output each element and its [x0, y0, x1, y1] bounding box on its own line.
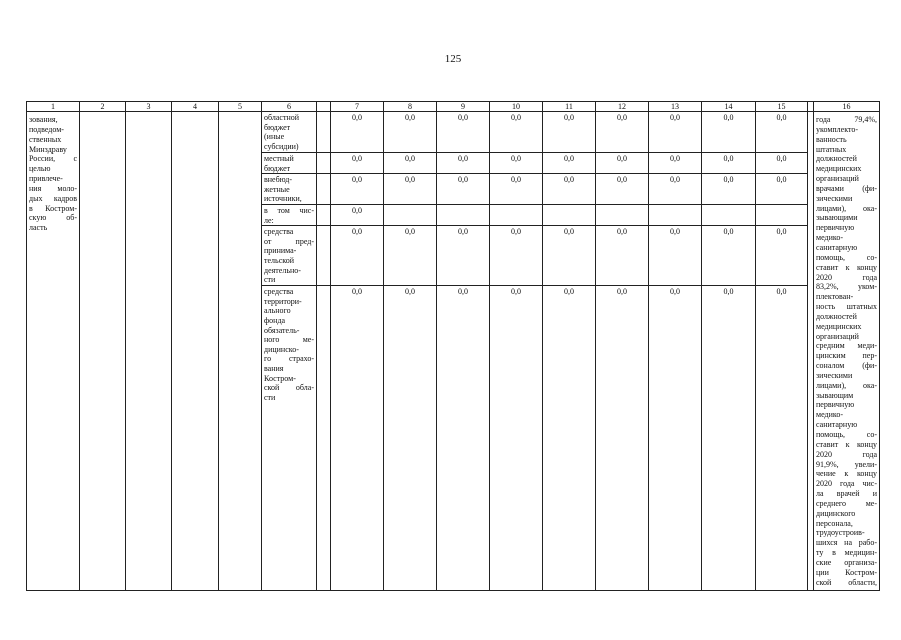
value-cell: 0,0: [543, 112, 596, 153]
value-cell: 0,0: [490, 286, 543, 591]
value-cell: 0,0: [649, 174, 702, 205]
value-cell: 0,0: [543, 153, 596, 174]
value-cell: 0,0: [331, 226, 384, 286]
empty-cell: [172, 112, 219, 591]
event-description-cell: зования, подведом- ственных Минздраву России, с целью привлече- ния моло- дых кадров в Костром- скую об- ласть: [27, 112, 80, 591]
header-cell: 2: [80, 102, 126, 112]
header-cell: 7: [331, 102, 384, 112]
value-cell: 0,0: [331, 286, 384, 591]
page-number: 125: [444, 53, 462, 65]
value-cell: 0,0: [702, 153, 756, 174]
value-cell: 0,0: [596, 112, 649, 153]
value-cell: 0,0: [384, 226, 437, 286]
header-cell: 16: [814, 102, 880, 112]
value-cell: [437, 204, 490, 225]
header-row: [27, 102, 880, 112]
target-indicators-cell: года 79,4%, укомплекто- ванность штатных должностей медицинских организаций врачами (фи- зическими лицами), ока- зывающими первичную медико- санитарную помощь, со- ставит к концу 2020 года 83,2%, уком- плектован- ность штатных должностей медицинских организаций средним меди- цинским пер- соналом (фи- зическими лицами), ока- зывающим первичную медико- санитарную помощь, со- ставит к концу 2020 года 91,9%, увели- чение к концу 2020 года чис- ла врачей и среднего ме- дицинского персонала, трудоустроив- шихся на рабо- ту в медицин- ские организа- ции Костром- ской области,: [814, 112, 880, 591]
value-cell: 0,0: [756, 286, 808, 591]
header-cell: 14: [702, 102, 756, 112]
header-cell: 12: [596, 102, 649, 112]
value-cell: 0,0: [384, 286, 437, 591]
value-cell: 0,0: [649, 112, 702, 153]
value-cell: 0,0: [596, 153, 649, 174]
funding-source-cell: в том чис- ле:: [262, 204, 317, 225]
value-cell: 0,0: [331, 174, 384, 205]
header-cell: 10: [490, 102, 543, 112]
value-cell: 0,0: [596, 286, 649, 591]
value-cell: 0,0: [384, 174, 437, 205]
value-cell: 0,0: [331, 112, 384, 153]
value-cell: 0,0: [543, 286, 596, 591]
value-cell: [702, 204, 756, 225]
value-cell: 0,0: [702, 286, 756, 591]
header-cell: 3: [126, 102, 172, 112]
value-cell: 0,0: [437, 153, 490, 174]
table-row: [27, 112, 880, 153]
value-cell: 0,0: [649, 153, 702, 174]
value-cell: 0,0: [331, 153, 384, 174]
spacer-cell: [317, 112, 331, 153]
value-cell: 0,0: [756, 112, 808, 153]
funding-source-cell: средства территори- ального фонда обязатель- ного ме- дицинско- го страхо- вания Костром- ской обла- сти: [262, 286, 317, 591]
empty-cell: [219, 112, 262, 591]
funding-source-cell: местный бюджет: [262, 153, 317, 174]
header-cell: 9: [437, 102, 490, 112]
value-cell: 0,0: [437, 286, 490, 591]
value-cell: 0,0: [384, 153, 437, 174]
spacer-cell: [317, 174, 331, 205]
value-cell: 0,0: [490, 153, 543, 174]
spacer-cell: [317, 153, 331, 174]
funding-source-cell: внебюд- жетные источники,: [262, 174, 317, 205]
empty-cell: [80, 112, 126, 591]
value-cell: [596, 204, 649, 225]
value-cell: [649, 204, 702, 225]
value-cell: 0,0: [437, 174, 490, 205]
header-cell: 8: [384, 102, 437, 112]
value-cell: 0,0: [702, 112, 756, 153]
header-cell: 6: [262, 102, 317, 112]
header-cell: 15: [756, 102, 808, 112]
value-cell: 0,0: [756, 226, 808, 286]
value-cell: 0,0: [437, 112, 490, 153]
value-cell: 0,0: [596, 174, 649, 205]
budget-table: [26, 101, 880, 591]
value-cell: 0,0: [490, 226, 543, 286]
spacer-cell: [317, 286, 331, 591]
value-cell: 0,0: [756, 174, 808, 205]
value-cell: 0,0: [649, 226, 702, 286]
value-cell: 0,0: [437, 226, 490, 286]
header-cell: 11: [543, 102, 596, 112]
value-cell: [543, 204, 596, 225]
value-cell: 0,0: [384, 112, 437, 153]
value-cell: 0,0: [490, 112, 543, 153]
value-cell: 0,0: [543, 226, 596, 286]
value-cell: 0,0: [702, 226, 756, 286]
spacer-cell: [317, 204, 331, 225]
value-cell: 0,0: [596, 226, 649, 286]
value-cell: [756, 204, 808, 225]
value-cell: 0,0: [490, 174, 543, 205]
header-cell: 1: [27, 102, 80, 112]
header-cell: 5: [219, 102, 262, 112]
value-cell: 0,0: [331, 204, 384, 225]
spacer-cell: [317, 226, 331, 286]
value-cell: 0,0: [756, 153, 808, 174]
value-cell: [384, 204, 437, 225]
empty-cell: [126, 112, 172, 591]
header-cell: 4: [172, 102, 219, 112]
funding-source-cell: областной бюджет (иные субсидии): [262, 112, 317, 153]
funding-source-cell: средства от пред- принима- тельской деятельно- сти: [262, 226, 317, 286]
value-cell: 0,0: [649, 286, 702, 591]
header-cell: 13: [649, 102, 702, 112]
value-cell: 0,0: [702, 174, 756, 205]
value-cell: 0,0: [543, 174, 596, 205]
spacer-cell: [317, 102, 331, 112]
value-cell: [490, 204, 543, 225]
